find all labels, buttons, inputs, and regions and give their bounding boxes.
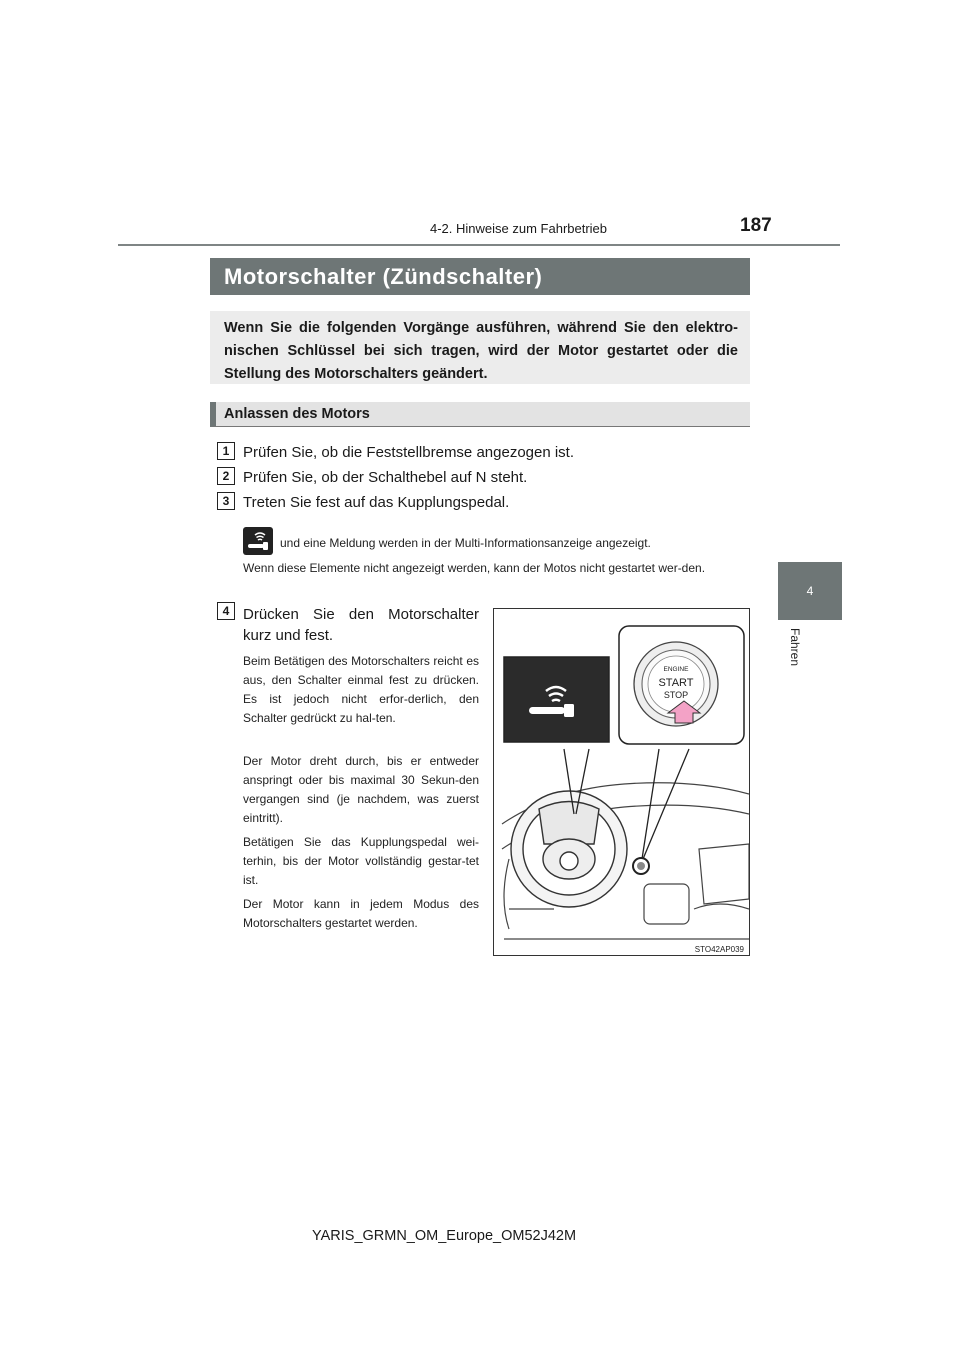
step-text-3: Treten Sie fest auf das Kupplungspedal. [243,494,510,511]
section-header: 4-2. Hinweise zum Fahrbetrieb [430,221,608,236]
button-label-stop: STOP [663,690,689,700]
step4-paragraph-3: Betätigen Sie das Kupplungspedal wei-terhin, bis der Motor vollständig gestar-tet ist. [243,835,479,887]
step4-paragraph-1: Beim Betätigen des Motorschalters reicht es aus, den Schalter einmal fest zu drücken. Es ist jedoch nicht erfor-derlich, den Schalter gedrückt zu hal-ten. [243,654,479,725]
engine-switch-illustration [493,608,750,956]
chapter-tab [778,562,842,620]
step4-paragraph-2: Der Motor dreht durch, bis er entweder anspringt oder bis maximal 30 Sekun-den vergangen sind (je nachdem, was zuerst eintritt). [243,754,479,825]
chapter-label: Fahren [788,628,802,667]
icon-note: und eine Meldung werden in der Multi-Informationsanzeige angezeigt. [280,536,651,550]
smart-key-indicator-icon [243,527,273,555]
step-text-4: Drücken Sie den Motorschalter kurz und fest. [243,606,479,644]
button-label-engine: ENGINE [663,666,689,673]
step-number-2: 2 [217,467,235,485]
page-number: 187 [740,215,772,236]
figure-code: STO42AP039 [694,945,744,954]
step-text-1: Prüfen Sie, ob die Feststellbremse angezogen ist. [243,444,575,461]
header-divider [118,244,840,246]
page-title: Motorschalter (Zündschalter) [210,258,750,295]
chapter-number: 4 [806,584,814,598]
footer-document-id: YARIS_GRMN_OM_Europe_OM52J42M [312,1228,577,1244]
step-number-1: 1 [217,442,235,460]
step-text-2: Prüfen Sie, ob der Schalthebel auf N steht. [243,469,528,486]
step-number-3: 3 [217,492,235,510]
warning-note: Wenn diese Elemente nicht angezeigt werden, kann der Motos nicht gestartet wer-den. [243,561,706,575]
step-number-4: 4 [217,602,235,620]
subsection-heading: Anlassen des Motors [210,402,750,427]
step4-paragraph-4: Der Motor kann in jedem Modus des Motorschalters gestartet werden. [243,897,479,930]
intro-box: Wenn Sie die folgenden Vorgänge ausführen, während Sie den elektro-nischen Schlüssel bei sich tragen, wird der Motor gestartet oder die Stellung des Motorschalters geändert. [210,311,750,384]
button-label-start: START [658,677,694,689]
